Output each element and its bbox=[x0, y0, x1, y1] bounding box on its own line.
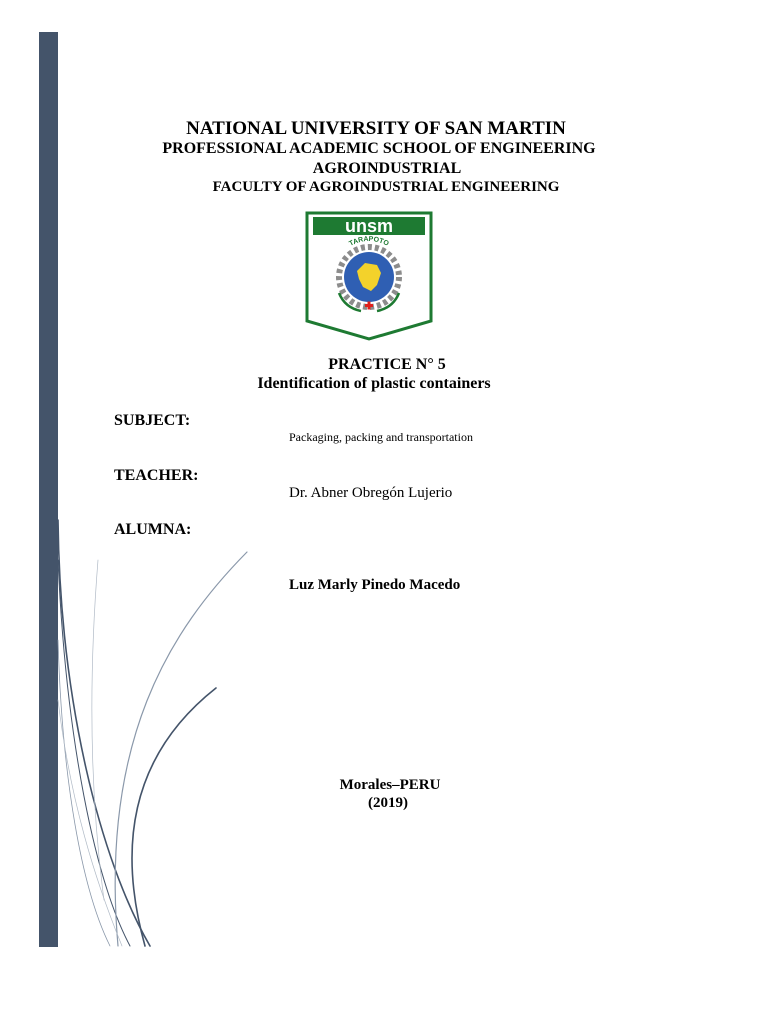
logo-ring-text: TARAPOTO bbox=[348, 235, 390, 248]
year-text: (2019) bbox=[368, 795, 408, 811]
school-name-line1: PROFESSIONAL ACADEMIC SCHOOL OF ENGINEERING bbox=[162, 140, 596, 157]
faculty-name: FACULTY OF AGROINDUSTRIAL ENGINEERING bbox=[212, 179, 560, 195]
university-logo bbox=[305, 211, 433, 341]
teacher-label: TEACHER: bbox=[114, 467, 199, 484]
practice-title: Identification of plastic containers bbox=[257, 375, 491, 392]
alumna-label: ALUMNA: bbox=[114, 521, 192, 538]
alumna-value: Luz Marly Pinedo Macedo bbox=[289, 577, 461, 593]
school-name-line2: AGROINDUSTRIAL bbox=[312, 160, 462, 177]
subject-label: SUBJECT: bbox=[114, 412, 191, 429]
subject-value: Packaging, packing and transportation bbox=[289, 430, 473, 444]
logo-initials: unsm bbox=[344, 216, 394, 236]
place-text: Morales–PERU bbox=[339, 777, 441, 793]
practice-number: PRACTICE N° 5 bbox=[328, 356, 446, 373]
teacher-value: Dr. Abner Obregón Lujerio bbox=[289, 485, 453, 501]
university-name: NATIONAL UNIVERSITY OF SAN MARTIN bbox=[186, 118, 566, 139]
